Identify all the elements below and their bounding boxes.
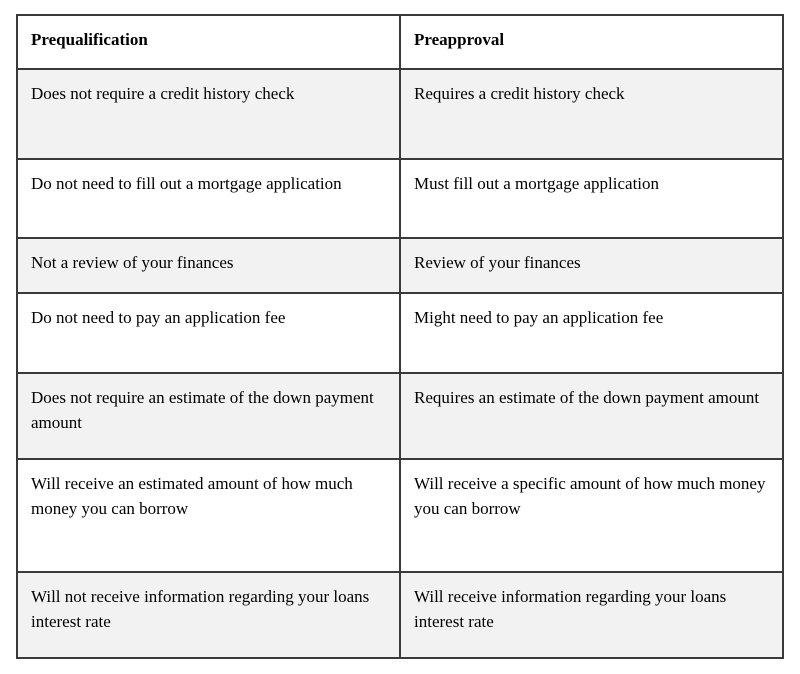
cell-prequalification: Does not require an estimate of the down payment amount bbox=[17, 373, 400, 459]
table-row bbox=[17, 238, 783, 293]
cell-prequalification: Do not need to fill out a mortgage application bbox=[17, 159, 400, 238]
comparison-table bbox=[16, 14, 784, 659]
cell-preapproval: Review of your finances bbox=[400, 238, 783, 293]
cell-preapproval: Requires an estimate of the down payment amount bbox=[400, 373, 783, 459]
table-header-row bbox=[17, 15, 783, 69]
column-header-prequalification: Prequalification bbox=[17, 15, 400, 69]
cell-prequalification: Do not need to pay an application fee bbox=[17, 293, 400, 373]
cell-preapproval: Will receive information regarding your loans interest rate bbox=[400, 572, 783, 658]
table-row bbox=[17, 373, 783, 459]
table-row bbox=[17, 69, 783, 159]
table-row bbox=[17, 293, 783, 373]
table-row bbox=[17, 459, 783, 572]
cell-prequalification: Will receive an estimated amount of how much money you can borrow bbox=[17, 459, 400, 572]
cell-prequalification: Not a review of your finances bbox=[17, 238, 400, 293]
cell-prequalification: Will not receive information regarding your loans interest rate bbox=[17, 572, 400, 658]
cell-preapproval: Must fill out a mortgage application bbox=[400, 159, 783, 238]
cell-prequalification: Does not require a credit history check bbox=[17, 69, 400, 159]
cell-preapproval: Requires a credit history check bbox=[400, 69, 783, 159]
table-row bbox=[17, 572, 783, 658]
cell-preapproval: Will receive a specific amount of how much money you can borrow bbox=[400, 459, 783, 572]
column-header-preapproval: Preapproval bbox=[400, 15, 783, 69]
cell-preapproval: Might need to pay an application fee bbox=[400, 293, 783, 373]
table-row bbox=[17, 159, 783, 238]
